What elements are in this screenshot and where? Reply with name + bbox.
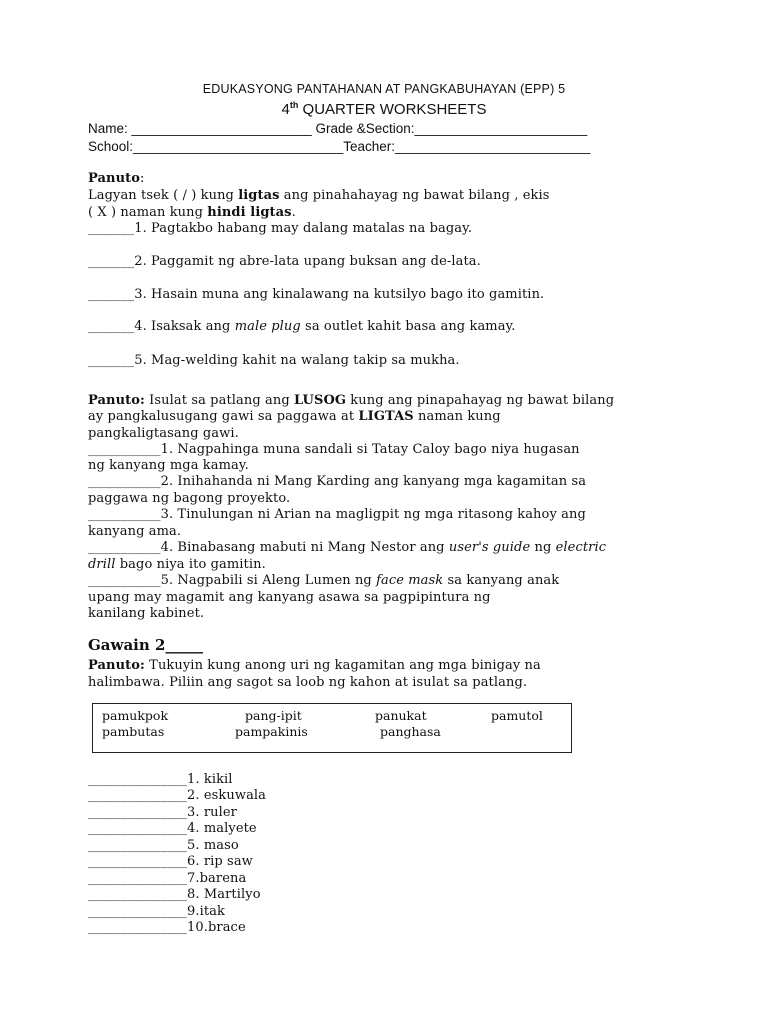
choice-panghasa: panghasa — [380, 724, 441, 739]
item-italic: male plug — [234, 319, 301, 334]
instr-bold-ligtas: LIGTAS — [358, 409, 414, 424]
part2-item-1-cont: ng kanyang mga kamay. — [88, 458, 249, 473]
item-text: sa outlet kahit basa ang kamay. — [300, 319, 516, 334]
item-italic: face mask — [376, 573, 444, 588]
instr-bold-lusog: LUSOG — [293, 393, 347, 408]
panuto-2-line1 — [88, 393, 614, 408]
instr-text: kung ang pinapahayag ng bawat bilang — [346, 393, 615, 408]
instr-text: ay pangkalusugang gawi sa paggawa at — [88, 409, 359, 424]
panuto-2-line2 — [88, 409, 501, 424]
school-teacher-line: School:____________________________Teacher:__________________________ — [88, 139, 591, 154]
gawain-2-item-2: _______________2. eskuwala — [88, 788, 267, 803]
worksheet-title — [0, 101, 768, 118]
choice-pambutas: pambutas — [102, 724, 165, 739]
part1-item-1: _______1. Pagtakbo habang may dalang matalas na bagay. — [88, 221, 473, 236]
panuto-1-label-text: Panuto — [88, 171, 141, 186]
gawain-2-item-3: _______________3. ruler — [88, 805, 237, 820]
item-text: ng — [530, 540, 556, 555]
part2-item-3-cont: kanyang ama. — [88, 524, 182, 539]
part2-item-5-cont: upang may magamit ang kanyang asawa sa pagpipintura ng — [88, 590, 491, 605]
instr-text: . — [291, 205, 296, 220]
gawain-2-item-10: _______________10.brace — [88, 920, 246, 935]
item-text: ___________4. Binabasang mabuti ni Mang Nestor ang — [88, 540, 449, 555]
name-grade-line: Name: ________________________ Grade &Section:_______________________ — [88, 121, 588, 136]
choice-pamutol: pamutol — [491, 708, 543, 723]
part2-item-5-cont2: kanilang kabinet. — [88, 606, 205, 621]
panuto-2-line3: pangkaligtasang gawi. — [88, 426, 239, 441]
item-italic: drill — [88, 557, 116, 572]
item-text: bago niya ito gamitin. — [115, 557, 266, 572]
gawain-2-item-1: _______________1. kikil — [88, 772, 233, 787]
gawain-2-instruction-line2: halimbawa. Piliin ang sagot sa loob ng kahon at isulat sa patlang. — [88, 675, 528, 690]
part2-item-3: ___________3. Tinulungan ni Arian na magligpit ng mga ritasong kahoy ang — [88, 507, 586, 522]
gawain-2-title — [88, 636, 203, 654]
instr-bold-hindi-ligtas: hindi ligtas — [207, 205, 292, 220]
part2-item-1: ___________1. Nagpahinga muna sandali si Tatay Caloy bago niya hugasan — [88, 442, 580, 457]
gawain-2-item-6: _______________6. rip saw — [88, 854, 253, 869]
item-text: sa kanyang anak — [443, 573, 560, 588]
panuto-1-label — [88, 171, 145, 186]
gawain-2-item-7: _______________7.barena — [88, 871, 247, 886]
gawain-2-blank: _____ — [165, 636, 203, 654]
instr-text: Lagyan tsek ( / ) kung — [88, 188, 239, 203]
part2-item-2-cont: paggawa ng bagong proyekto. — [88, 491, 291, 506]
gawain-2-instruction-line1 — [88, 658, 541, 673]
panuto-2-label: Panuto: — [88, 393, 145, 408]
choices-box — [92, 703, 572, 753]
gawain-2-item-8: _______________8. Martilyo — [88, 887, 261, 902]
choice-panukat: panukat — [375, 708, 427, 723]
instr-text: ( X ) naman kung — [88, 205, 208, 220]
item-italic: electric — [555, 540, 607, 555]
instr-text: naman kung — [413, 409, 501, 424]
instr-text: Isulat sa patlang ang — [144, 393, 294, 408]
gawain-2-item-5: _______________5. maso — [88, 838, 239, 853]
part2-item-2: ___________2. Inihahanda ni Mang Karding ang kanyang mga kagamitan sa — [88, 474, 587, 489]
gawain-2-item-4: _______________4. malyete — [88, 821, 257, 836]
gawain-2-item-9: _______________9.itak — [88, 904, 226, 919]
choice-pampakinis: pampakinis — [235, 724, 308, 739]
quarter-suffix: th — [289, 100, 299, 110]
quarter-text: QUARTER WORKSHEETS — [298, 101, 487, 118]
quarter-number: 4 — [281, 101, 290, 118]
part2-item-4 — [88, 540, 606, 555]
panuto-3-label: Panuto: — [88, 658, 145, 673]
instr-text: ang pinahahayag ng bawat bilang , ekis — [279, 188, 550, 203]
instr-bold-ligtas: ligtas — [238, 188, 280, 203]
part1-item-2: _______2. Paggamit ng abre-lata upang buksan ang de-lata. — [88, 254, 481, 269]
instr-text: Tukuyin kung anong uri ng kagamitan ang mga binigay na — [144, 658, 541, 673]
choice-pamukpok: pamukpok — [102, 708, 169, 723]
subject-heading: EDUKASYONG PANTAHANAN AT PANGKABUHAYAN (EPP) 5 — [202, 82, 566, 96]
gawain-2-title-text: Gawain 2 — [88, 636, 166, 654]
part1-item-3: _______3. Hasain muna ang kinalawang na kutsilyo bago ito gamitin. — [88, 287, 545, 302]
item-italic: user's guide — [448, 540, 531, 555]
panuto-1-instruction-line1 — [88, 188, 550, 203]
part2-item-5 — [88, 573, 559, 588]
part2-item-4-cont — [88, 557, 266, 572]
item-text: _______4. Isaksak ang — [88, 319, 235, 334]
choice-pang-ipit: pang-ipit — [245, 708, 302, 723]
item-text: ___________5. Nagpabili si Aleng Lumen ng — [88, 573, 377, 588]
part1-item-4 — [88, 319, 516, 334]
panuto-1-instruction-line2 — [88, 205, 296, 220]
panuto-1-colon: : — [140, 171, 145, 186]
part1-item-5: _______5. Mag-welding kahit na walang takip sa mukha. — [88, 353, 460, 368]
